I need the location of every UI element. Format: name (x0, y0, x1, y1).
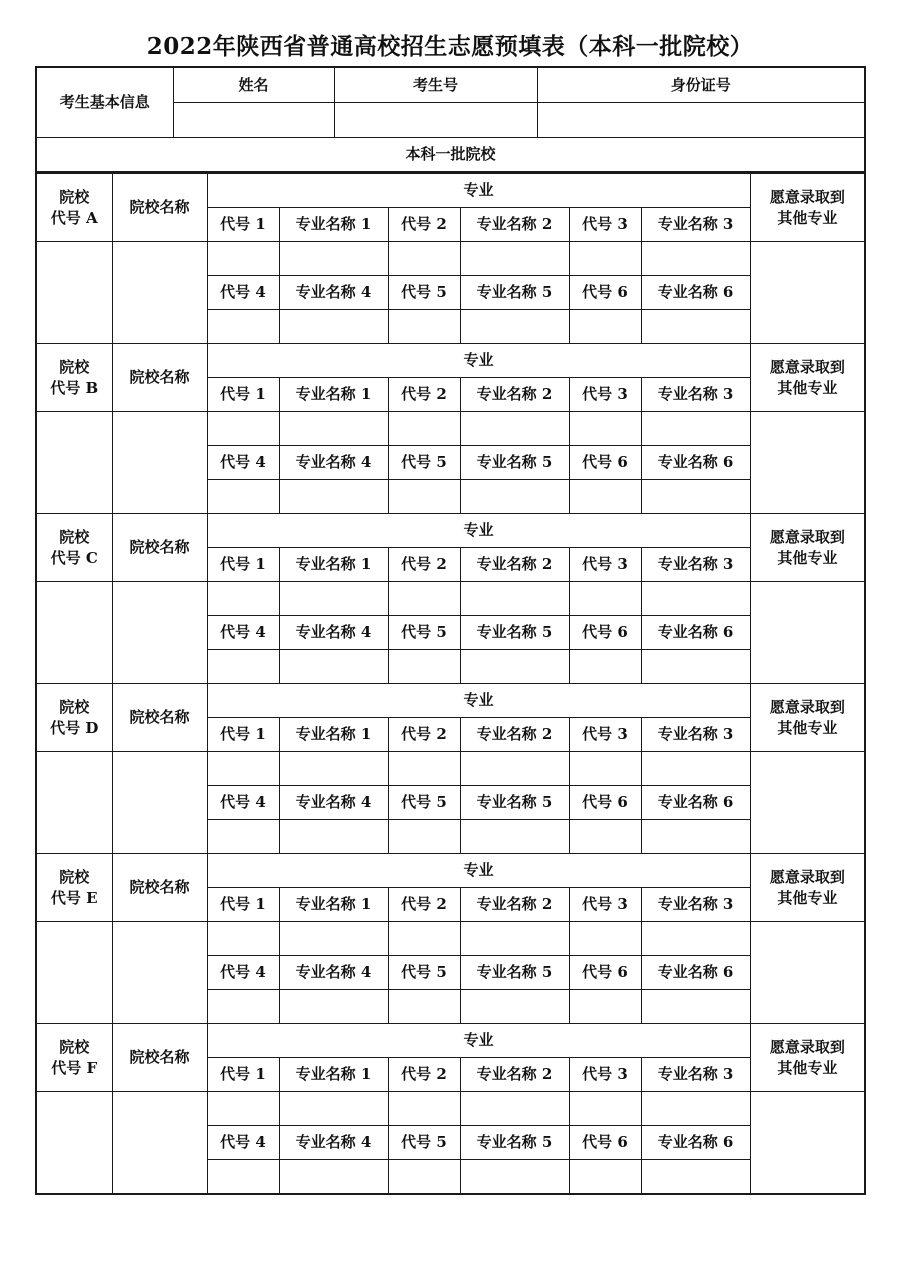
major-entry-field[interactable] (279, 412, 388, 446)
school-name-field[interactable] (112, 582, 207, 684)
major-entry-field[interactable] (460, 1160, 569, 1194)
major-header: 代号 1 (207, 888, 279, 922)
major-entry-field[interactable] (279, 752, 388, 786)
major-entry-field[interactable] (569, 752, 641, 786)
major-header: 代号 4 (207, 786, 279, 820)
major-header: 代号 2 (388, 548, 460, 582)
major-header: 代号 6 (569, 786, 641, 820)
major-header: 代号 5 (388, 1126, 460, 1160)
major-header: 专业名称 5 (460, 446, 569, 480)
major-entry-field[interactable] (569, 582, 641, 616)
major-entry-field[interactable] (388, 752, 460, 786)
major-entry-field[interactable] (641, 1160, 750, 1194)
willing-other-major-field[interactable] (750, 242, 865, 344)
major-entry-field[interactable] (388, 990, 460, 1024)
major-entry-field[interactable] (569, 242, 641, 276)
major-header: 代号 4 (207, 616, 279, 650)
school-block-header (36, 344, 865, 378)
school-block-header (36, 684, 865, 718)
major-header: 专业名称 3 (641, 378, 750, 412)
school-code-field[interactable] (36, 412, 112, 514)
major-header: 代号 3 (569, 718, 641, 752)
major-entry-field[interactable] (207, 412, 279, 446)
major-header: 代号 4 (207, 956, 279, 990)
major-entry-field[interactable] (207, 922, 279, 956)
major-header: 专业名称 5 (460, 1126, 569, 1160)
school-code-field[interactable] (36, 1092, 112, 1194)
major-entry-field[interactable] (569, 1092, 641, 1126)
major-header: 专业名称 1 (279, 208, 388, 242)
school-name-label: 院校名称 (112, 1024, 207, 1092)
major-entry-field[interactable] (641, 650, 750, 684)
major-header: 专业名称 6 (641, 616, 750, 650)
major-entry-field[interactable] (641, 820, 750, 854)
major-header: 代号 6 (569, 1126, 641, 1160)
major-entry-field[interactable] (641, 990, 750, 1024)
school-block-header (36, 514, 865, 548)
major-header: 专业名称 3 (641, 718, 750, 752)
major-entry-field[interactable] (207, 310, 279, 344)
school-letter: E (86, 888, 98, 907)
major-entry-field[interactable] (388, 1160, 460, 1194)
school-code-label: 院校 代号 E (36, 854, 112, 922)
school-letter: B (85, 378, 99, 397)
major-entry-field[interactable] (388, 922, 460, 956)
major-entry-field[interactable] (569, 310, 641, 344)
major-entry-field[interactable] (279, 480, 388, 514)
major-entry-field[interactable] (388, 1092, 460, 1126)
major-entry-field[interactable] (460, 582, 569, 616)
major-header: 专业名称 1 (279, 718, 388, 752)
major-entry-field[interactable] (641, 242, 750, 276)
school-code-field[interactable] (36, 582, 112, 684)
major-entry-field[interactable] (207, 480, 279, 514)
major-header: 代号 2 (388, 208, 460, 242)
major-header: 专业名称 1 (279, 378, 388, 412)
school-name-label: 院校名称 (112, 344, 207, 412)
form-title: 2022年陕西省普通高校招生志愿预填表（本科一批院校） (146, 33, 754, 60)
school-block-header (36, 1024, 865, 1058)
school-block-header (36, 854, 865, 888)
major-header: 代号 1 (207, 378, 279, 412)
school-code-field[interactable] (36, 922, 112, 1024)
major-entry-field[interactable] (279, 820, 388, 854)
major-header: 代号 3 (569, 888, 641, 922)
major-header: 专业名称 4 (279, 616, 388, 650)
major-entry-field[interactable] (460, 650, 569, 684)
school-block-header (36, 174, 865, 208)
major-header: 代号 6 (569, 276, 641, 310)
major-header: 代号 5 (388, 956, 460, 990)
major-entry-field[interactable] (641, 752, 750, 786)
major-entry-field[interactable] (388, 310, 460, 344)
major-header: 代号 4 (207, 1126, 279, 1160)
major-header: 代号 2 (388, 1058, 460, 1092)
major-entry-field[interactable] (207, 650, 279, 684)
major-header: 代号 5 (388, 786, 460, 820)
major-header: 专业名称 5 (460, 956, 569, 990)
major-entry-field[interactable] (279, 1160, 388, 1194)
school-name-field[interactable] (112, 242, 207, 344)
major-entry-field[interactable] (388, 480, 460, 514)
major-entry-field[interactable] (460, 820, 569, 854)
major-entry-field[interactable] (207, 1092, 279, 1126)
major-header: 代号 1 (207, 208, 279, 242)
willing-other-major-field[interactable] (750, 412, 865, 514)
school-letter: D (85, 718, 99, 737)
major-header: 专业名称 6 (641, 786, 750, 820)
major-entry-field[interactable] (279, 922, 388, 956)
willing-other-major-label: 愿意录取到 其他专业 (750, 344, 865, 412)
major-entry-field[interactable] (460, 990, 569, 1024)
school-letter: F (86, 1058, 98, 1077)
major-header: 代号 3 (569, 208, 641, 242)
major-entry-field[interactable] (279, 242, 388, 276)
major-header: 代号 2 (388, 718, 460, 752)
major-header: 代号 5 (388, 616, 460, 650)
major-entry-field[interactable] (460, 310, 569, 344)
major-header: 专业名称 3 (641, 1058, 750, 1092)
major-header: 专业名称 2 (460, 208, 569, 242)
major-header: 专业名称 3 (641, 548, 750, 582)
major-entry-field[interactable] (279, 310, 388, 344)
major-header: 代号 3 (569, 1058, 641, 1092)
schools-table (35, 173, 866, 1195)
application-form (35, 66, 864, 1195)
major-header: 代号 3 (569, 548, 641, 582)
major-header: 专业名称 4 (279, 276, 388, 310)
major-header: 专业名称 4 (279, 786, 388, 820)
willing-other-major-field[interactable] (750, 752, 865, 854)
major-entry-field[interactable] (641, 582, 750, 616)
major-header: 专业名称 1 (279, 548, 388, 582)
id-number-field[interactable] (537, 102, 865, 137)
school-name-field[interactable] (112, 412, 207, 514)
major-entry-field[interactable] (569, 990, 641, 1024)
major-header: 代号 5 (388, 276, 460, 310)
id-number-header: 身份证号 (537, 67, 865, 102)
exam-number-header: 考生号 (334, 67, 537, 102)
school-name-label: 院校名称 (112, 684, 207, 752)
school-code-field[interactable] (36, 752, 112, 854)
major-header: 专业名称 1 (279, 1058, 388, 1092)
major-label: 专业 (207, 174, 750, 208)
major-header: 专业名称 5 (460, 276, 569, 310)
major-entry-field[interactable] (207, 242, 279, 276)
major-entry-field[interactable] (207, 820, 279, 854)
major-entry-field[interactable] (207, 752, 279, 786)
willing-other-major-field[interactable] (750, 582, 865, 684)
major-entry-field[interactable] (569, 650, 641, 684)
major-header: 专业名称 2 (460, 718, 569, 752)
major-entry-field[interactable] (460, 242, 569, 276)
willing-other-major-field[interactable] (750, 922, 865, 1024)
school-letter: C (85, 548, 98, 567)
major-entry-field[interactable] (388, 650, 460, 684)
major-header: 专业名称 6 (641, 276, 750, 310)
major-header: 专业名称 4 (279, 956, 388, 990)
willing-other-major-label: 愿意录取到 其他专业 (750, 1024, 865, 1092)
major-header: 代号 4 (207, 276, 279, 310)
major-entry-field[interactable] (641, 412, 750, 446)
major-entry-field[interactable] (641, 480, 750, 514)
major-header: 代号 3 (569, 378, 641, 412)
major-header: 专业名称 2 (460, 378, 569, 412)
major-entry-field[interactable] (279, 582, 388, 616)
major-header: 专业名称 2 (460, 548, 569, 582)
willing-other-major-label: 愿意录取到 其他专业 (750, 684, 865, 752)
major-entry-field[interactable] (569, 1160, 641, 1194)
name-field[interactable] (173, 102, 334, 137)
major-entry-field[interactable] (460, 480, 569, 514)
major-entry-field[interactable] (279, 650, 388, 684)
school-name-label: 院校名称 (112, 854, 207, 922)
major-header: 代号 1 (207, 548, 279, 582)
major-entry-field[interactable] (460, 752, 569, 786)
school-code-field[interactable] (36, 242, 112, 344)
major-entry-field[interactable] (569, 412, 641, 446)
major-header: 代号 2 (388, 378, 460, 412)
major-entry-field[interactable] (279, 1092, 388, 1126)
major-header: 代号 6 (569, 616, 641, 650)
major-entry-field[interactable] (279, 990, 388, 1024)
major-label: 专业 (207, 854, 750, 888)
major-entry-field[interactable] (388, 412, 460, 446)
school-name-label: 院校名称 (112, 174, 207, 242)
major-header: 专业名称 2 (460, 1058, 569, 1092)
major-label: 专业 (207, 344, 750, 378)
major-header: 代号 5 (388, 446, 460, 480)
major-entry-field[interactable] (460, 922, 569, 956)
major-header: 代号 2 (388, 888, 460, 922)
major-header: 专业名称 5 (460, 616, 569, 650)
basic-info-label: 考生基本信息 (36, 67, 173, 137)
major-entry-field[interactable] (388, 242, 460, 276)
major-header: 专业名称 3 (641, 208, 750, 242)
major-header: 代号 6 (569, 446, 641, 480)
exam-number-field[interactable] (334, 102, 537, 137)
major-entry-field[interactable] (207, 1160, 279, 1194)
major-label: 专业 (207, 684, 750, 718)
major-entry-field[interactable] (460, 412, 569, 446)
school-letter: A (86, 208, 98, 227)
major-entry-field[interactable] (388, 820, 460, 854)
willing-other-major-label: 愿意录取到 其他专业 (750, 854, 865, 922)
major-label: 专业 (207, 1024, 750, 1058)
major-entry-field[interactable] (388, 582, 460, 616)
school-code-label: 院校 代号 B (36, 344, 112, 412)
school-name-field[interactable] (112, 922, 207, 1024)
school-code-label: 院校 代号 A (36, 174, 112, 242)
major-header: 专业名称 4 (279, 1126, 388, 1160)
major-entry-field[interactable] (641, 310, 750, 344)
willing-other-major-field[interactable] (750, 1092, 865, 1194)
major-header: 专业名称 2 (460, 888, 569, 922)
major-entry-field[interactable] (641, 922, 750, 956)
major-entry-field[interactable] (460, 1092, 569, 1126)
major-header: 专业名称 4 (279, 446, 388, 480)
willing-other-major-label: 愿意录取到 其他专业 (750, 514, 865, 582)
major-header: 专业名称 5 (460, 786, 569, 820)
school-name-field[interactable] (112, 752, 207, 854)
major-header: 专业名称 6 (641, 1126, 750, 1160)
school-name-field[interactable] (112, 1092, 207, 1194)
name-header: 姓名 (173, 67, 334, 102)
major-header: 代号 1 (207, 718, 279, 752)
major-label: 专业 (207, 514, 750, 548)
major-entry-field[interactable] (569, 820, 641, 854)
major-header: 代号 4 (207, 446, 279, 480)
major-entry-field[interactable] (569, 922, 641, 956)
major-entry-field[interactable] (207, 990, 279, 1024)
major-header: 代号 1 (207, 1058, 279, 1092)
major-entry-field[interactable] (569, 480, 641, 514)
major-header: 专业名称 6 (641, 956, 750, 990)
major-header: 专业名称 3 (641, 888, 750, 922)
major-header: 专业名称 6 (641, 446, 750, 480)
school-code-label: 院校 代号 D (36, 684, 112, 752)
school-code-label: 院校 代号 C (36, 514, 112, 582)
section-title: 本科一批院校 (36, 137, 865, 172)
major-entry-field[interactable] (207, 582, 279, 616)
major-header: 专业名称 1 (279, 888, 388, 922)
willing-other-major-label: 愿意录取到 其他专业 (750, 174, 865, 242)
school-code-label: 院校 代号 F (36, 1024, 112, 1092)
info-table (35, 66, 866, 173)
major-header: 代号 6 (569, 956, 641, 990)
major-entry-field[interactable] (641, 1092, 750, 1126)
school-name-label: 院校名称 (112, 514, 207, 582)
